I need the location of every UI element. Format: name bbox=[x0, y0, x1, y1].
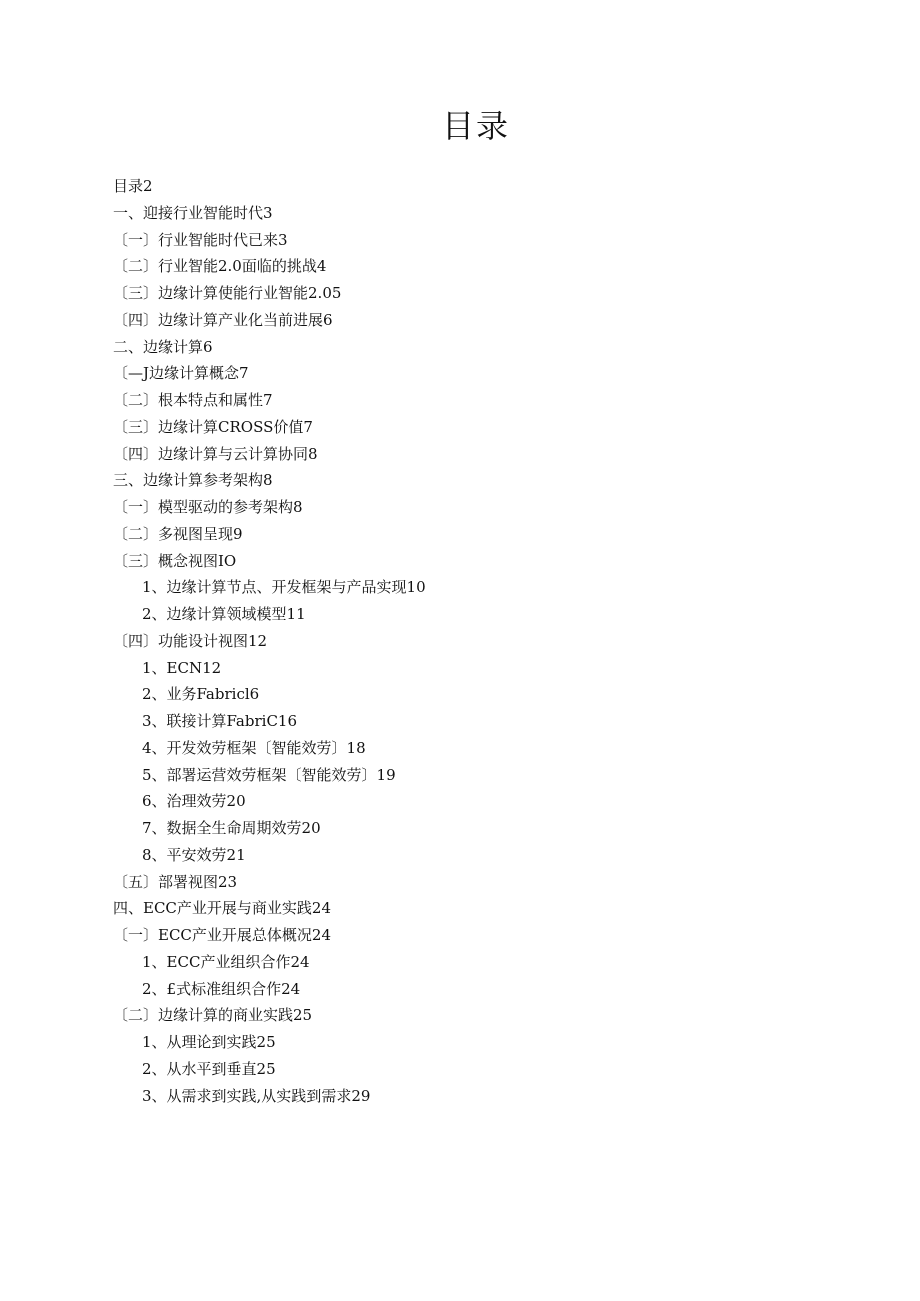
toc-entry[interactable]: 2、£式标准组织合作24 bbox=[142, 979, 301, 998]
toc-entry[interactable]: 〔四〕边缘计算产业化当前进展6 bbox=[113, 310, 333, 329]
toc-entry[interactable]: 1、ECN12 bbox=[142, 658, 222, 677]
toc-entry[interactable]: 〔三〕概念视图IO bbox=[113, 551, 237, 570]
toc-entry[interactable]: 3、从需求到实践,从实践到需求29 bbox=[142, 1086, 371, 1105]
toc-entry[interactable]: 目录2 bbox=[113, 177, 153, 195]
toc-entry[interactable]: 〔二〕根本特点和属性7 bbox=[113, 391, 273, 409]
toc-entry[interactable]: 〔二〕边缘计算的商业实践25 bbox=[113, 1006, 313, 1025]
toc-entry[interactable]: 〔五〕部署视图23 bbox=[113, 872, 238, 891]
toc-entry[interactable]: 〔二〕行业智能2.0面临的挑战4 bbox=[113, 257, 327, 276]
toc-entry[interactable]: 〔一〕模型驱动的参考架构8 bbox=[113, 498, 303, 516]
toc-entry[interactable]: 1、ECC产业组织合作24 bbox=[142, 952, 310, 971]
toc-entry[interactable]: 〔四〕边缘计算与云计算协同8 bbox=[113, 444, 318, 463]
toc-entry[interactable]: 〔四〕功能设计视图12 bbox=[113, 631, 268, 650]
table-of-contents bbox=[113, 173, 833, 1109]
toc-entry[interactable]: 二、边缘计算6 bbox=[113, 337, 213, 356]
toc-entry[interactable]: 〔一〕ECC产业开展总体概况24 bbox=[113, 926, 331, 944]
toc-entry[interactable]: 2、边缘计算领域模型11 bbox=[142, 605, 306, 623]
toc-entry[interactable]: 〔—J边缘计算概念7 bbox=[113, 364, 249, 383]
toc-entry[interactable]: 〔二〕多视图呈现9 bbox=[113, 524, 243, 543]
toc-entry[interactable]: 2、业务Fabricl6 bbox=[142, 685, 260, 704]
page-title: 目录 bbox=[441, 107, 510, 145]
toc-entry[interactable]: 8、平安效劳21 bbox=[142, 845, 246, 864]
toc-entry[interactable]: 7、数据全生命周期效劳20 bbox=[142, 819, 321, 837]
toc-entry[interactable]: 5、部署运营效劳框架〔智能效劳〕19 bbox=[142, 765, 396, 784]
toc-entry[interactable]: 〔一〕行业智能时代已来3 bbox=[113, 230, 288, 249]
toc-entry[interactable]: 三、边缘计算参考架构8 bbox=[113, 471, 273, 490]
toc-entry[interactable]: 1、从理论到实践25 bbox=[142, 1033, 276, 1051]
toc-entry[interactable]: 4、开发效劳框架〔智能效劳〕18 bbox=[142, 738, 366, 757]
toc-entry[interactable]: 1、边缘计算节点、开发框架与产品实现10 bbox=[142, 578, 426, 597]
toc-entry[interactable]: 四、ECC产业开展与商业实践24 bbox=[113, 899, 331, 918]
toc-entry[interactable]: 6、治理效劳20 bbox=[142, 792, 246, 811]
toc-entry[interactable]: 一、迎接行业智能时代3 bbox=[113, 203, 273, 222]
toc-entry[interactable]: 〔三〕边缘计算使能行业智能2.05 bbox=[113, 284, 342, 302]
toc-entry[interactable]: 〔三〕边缘计算CROSS价值7 bbox=[113, 417, 313, 436]
toc-entry[interactable]: 3、联接计算FabriC16 bbox=[142, 712, 298, 730]
toc-entry[interactable]: 2、从水平到垂直25 bbox=[142, 1059, 276, 1078]
